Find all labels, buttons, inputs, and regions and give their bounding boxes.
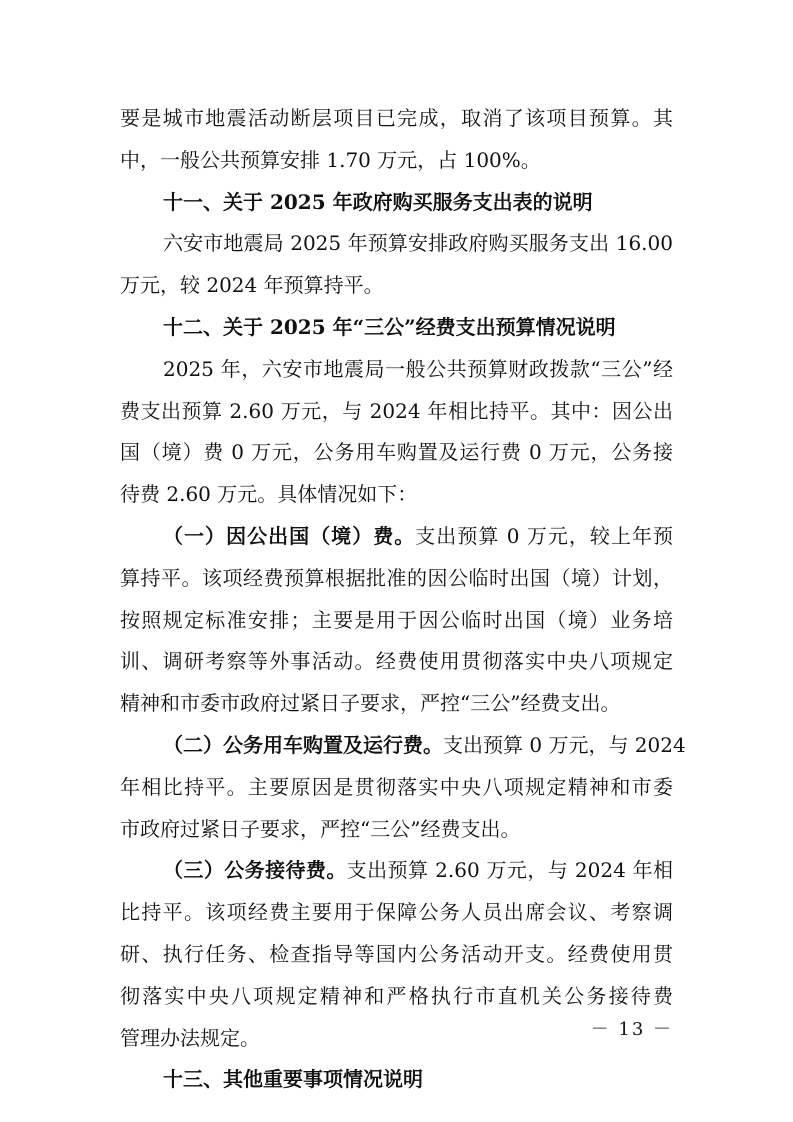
body-line: [0, 605, 793, 637]
line-text: 管理办法规定。: [120, 1026, 260, 1050]
body-line: [0, 646, 793, 678]
body-line: [0, 145, 793, 177]
subsection-title: （三）公务接待费。: [163, 858, 347, 882]
body-line: [0, 688, 793, 720]
line-text: 训、调研考察等外事活动。经费使用贯彻落实中央八项规定: [120, 649, 673, 673]
body-line: [0, 437, 793, 469]
heading-text: 十一、关于 2025 年政府购买服务支出表的说明: [163, 190, 593, 214]
paragraph-first-line: [0, 354, 793, 386]
line-text: 算持平。该项经费预算根据批准的因公临时出国（境）计划，: [120, 566, 673, 590]
line-text: 按照规定标准安排；主要是用于因公临时出国（境）业务培: [120, 608, 673, 632]
subsection-title: （二）公务用车购置及运行费。: [163, 733, 443, 757]
subsection-line-2: [0, 730, 793, 762]
line-text: 费支出预算 2.60 万元，与 2024 年相比持平。其中：因公出: [120, 399, 673, 423]
body-line: [0, 270, 793, 302]
body-line: [0, 563, 793, 595]
line-text: 待费 2.60 万元。具体情况如下：: [120, 482, 418, 506]
body-line: [0, 1023, 793, 1055]
line-text: 比持平。该项经费主要用于保障公务人员出席会议、考察调: [120, 900, 673, 924]
body-line: [0, 479, 793, 511]
section-heading-13: [0, 1064, 793, 1096]
line-text: 要是城市地震活动断层项目已完成，取消了该项目预算。其: [120, 106, 673, 130]
body-line: [0, 772, 793, 804]
heading-text: 十三、其他重要事项情况说明: [163, 1067, 423, 1091]
line-text: 六安市地震局 2025 年预算安排政府购买服务支出 16.00: [163, 231, 673, 255]
section-heading-12: [0, 312, 793, 344]
line-text: 年相比持平。主要原因是贯彻落实中央八项规定精神和市委: [120, 775, 673, 799]
heading-text: 十二、关于 2025 年“三公”经费支出预算情况说明: [163, 315, 616, 339]
body-line: [0, 396, 793, 428]
line-text: 支出预算 0 万元，与 2024: [443, 733, 686, 757]
body-line: [0, 981, 793, 1013]
paragraph-first-line: [0, 228, 793, 260]
page-number: － 13 －: [590, 1019, 673, 1040]
line-text: 万元，较 2024 年预算持平。: [120, 273, 384, 297]
body-line: [0, 814, 793, 846]
line-text: 2025 年，六安市地震局一般公共预算财政拨款“三公”经: [163, 357, 673, 381]
line-text: 研、执行任务、检查指导等国内公务活动开支。经费使用贯: [120, 942, 673, 966]
line-text: 支出预算 2.60 万元，与 2024 年相: [346, 858, 674, 882]
line-text: 国（境）费 0 万元，公务用车购置及运行费 0 万元，公务接: [120, 440, 673, 464]
line-text: 市政府过紧日子要求，严控“三公”经费支出。: [120, 817, 521, 841]
section-heading-11: [0, 187, 793, 219]
subsection-title: （一）因公出国（境）费。: [163, 524, 416, 548]
line-text: 中，一般公共预算安排 1.70 万元，占 100%。: [120, 148, 541, 172]
subsection-line-3: [0, 855, 793, 887]
body-line: [0, 897, 793, 929]
subsection-line-1: [0, 521, 793, 553]
body-line: [0, 939, 793, 971]
line-text: 精神和市委市政府过紧日子要求，严控“三公”经费支出。: [120, 691, 621, 715]
line-text: 彻落实中央八项规定精神和严格执行市直机关公务接待费: [120, 984, 673, 1008]
body-line: [0, 103, 793, 135]
line-text: 支出预算 0 万元，较上年预: [415, 524, 673, 548]
